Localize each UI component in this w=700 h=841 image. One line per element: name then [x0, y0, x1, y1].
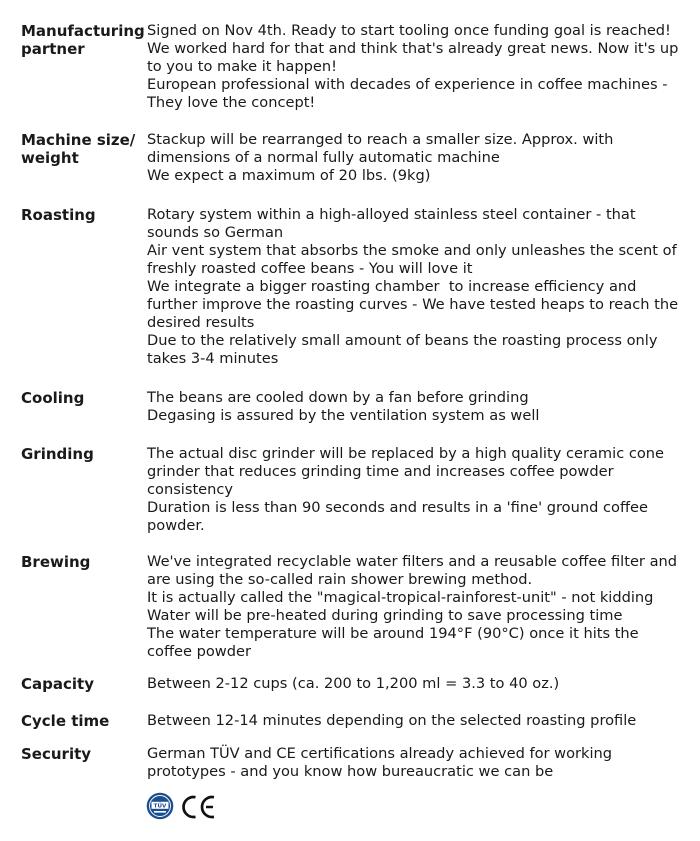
spec-value: [147, 206, 683, 368]
spec-value: [147, 675, 683, 693]
spec-line: Stackup will be rearranged to reach a smaller size. Approx. with dimensions of a normal fully automatic machine: [147, 131, 619, 166]
spec-label: Cooling: [21, 389, 85, 407]
spec-label: Manufacturing partner: [21, 22, 145, 58]
spec-line: Between 2-12 cups (ca. 200 to 1,200 ml = 3.3 to 40 oz.): [147, 675, 560, 692]
spec-label: Grinding: [21, 445, 94, 463]
spec-line: Duration is less than 90 seconds and results in a 'fine' ground coffee powder.: [147, 499, 653, 534]
tuv-certification-icon: [146, 792, 174, 820]
spec-value: [147, 745, 683, 781]
spec-line: Due to the relatively small amount of beans the roasting process only takes 3-4 minutes: [147, 332, 663, 367]
spec-value: [147, 445, 683, 535]
spec-label: Security: [21, 745, 92, 763]
spec-line: European professional with decades of experience in coffee machines - They love the concept!: [147, 76, 673, 111]
spec-line: Rotary system within a high-alloyed stainless steel container - that sounds so German: [147, 206, 641, 241]
spec-line: Between 12-14 minutes depending on the selected roasting profile: [147, 712, 637, 729]
ce-mark-c: [184, 797, 196, 817]
spec-line: We integrate a bigger roasting chamber to increase efficiency and further improve the roasting curves - We have tested heaps to reach the desired results: [147, 278, 683, 331]
spec-value: [147, 131, 683, 185]
spec-line: German TÜV and CE certifications already achieved for working prototypes - and you know how bureaucratic we can be: [147, 745, 617, 780]
spec-label: Cycle time: [21, 712, 110, 730]
spec-line: We've integrated recyclable water filters and a reusable coffee filter and are using the so-called rain shower brewing method.: [147, 553, 682, 588]
spec-line: We expect a maximum of 20 lbs. (9kg): [147, 167, 431, 184]
spec-line: We worked hard for that and think that's already great news. Now it's up to you to make it happen!: [147, 40, 684, 75]
spec-line: Water will be pre-heated during grinding to save processing time: [147, 607, 623, 624]
spec-value: [147, 389, 683, 425]
ce-mark-icon: [181, 794, 217, 820]
spec-value: [147, 553, 683, 661]
spec-line: The water temperature will be around 194°F (90°C) once it hits the coffee powder: [147, 625, 644, 660]
spec-line: The actual disc grinder will be replaced by a high quality ceramic cone grinder that reduces grinding time and increases coffee powder consistency: [147, 445, 669, 498]
spec-line: Signed on Nov 4th. Ready to start tooling once funding goal is reached!: [147, 22, 671, 39]
certification-logos: [146, 792, 226, 822]
spec-label: Machine size/ weight: [21, 131, 136, 167]
tuv-logo-text: TÜV: [153, 803, 167, 810]
spec-line: It is actually called the "magical-tropical-rainforest-unit" - not kidding: [147, 589, 654, 606]
spec-label: Brewing: [21, 553, 91, 571]
spec-line: Degasing is assured by the ventilation system as well: [147, 407, 540, 424]
spec-label: Capacity: [21, 675, 94, 693]
spec-line: The beans are cooled down by a fan before grinding: [147, 389, 529, 406]
spec-value: [147, 22, 683, 112]
spec-line: Air vent system that absorbs the smoke and only unleashes the scent of freshly roasted coffee beans - You will love it: [147, 242, 682, 277]
tuv-bottom-bar: [154, 811, 166, 813]
spec-value: [147, 712, 683, 730]
spec-label: Roasting: [21, 206, 96, 224]
